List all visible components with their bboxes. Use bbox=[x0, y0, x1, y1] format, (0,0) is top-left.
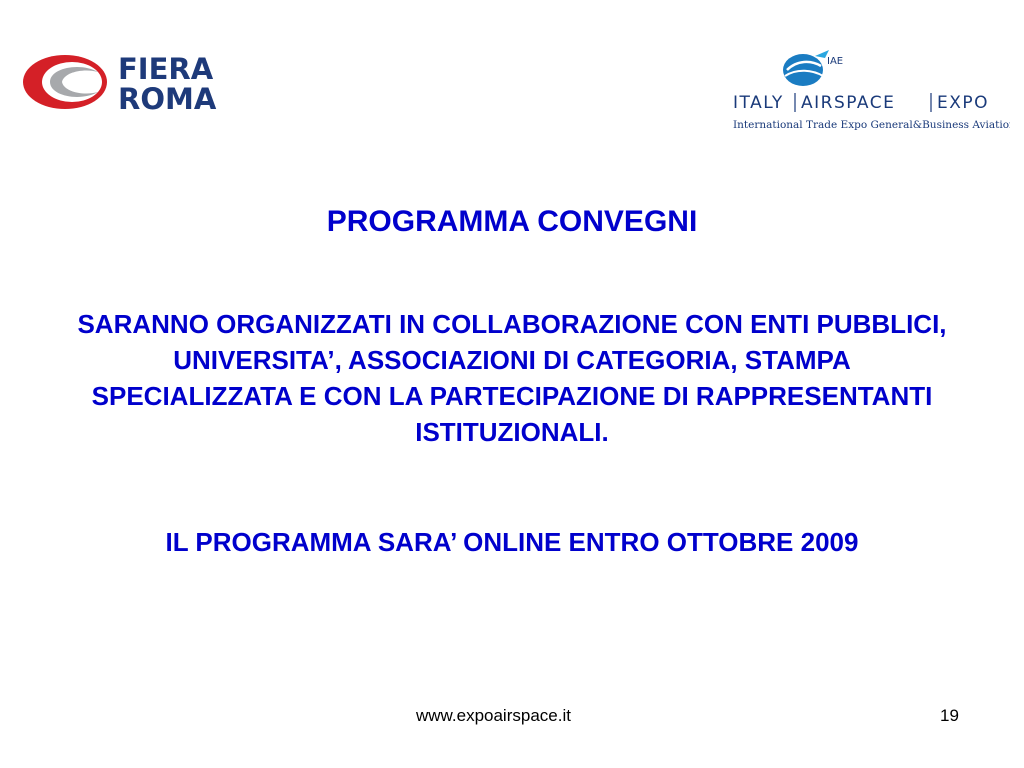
slide-body-text: SARANNO ORGANIZZATI IN COLLABORAZIONE CON ENTI PUBBLICI, UNIVERSITA’, ASSOCIAZIONI DI CATEGORIA, STAMPA SPECIALIZZATA E CON LA PARTECIPAZIONE DI RAPPRESENTANTI ISTITUZIONALI. bbox=[77, 309, 947, 447]
iae-badge-text: IAE bbox=[827, 56, 844, 67]
slide-title: PROGRAMMA CONVEGNI bbox=[326, 205, 698, 238]
iae-globe-icon bbox=[725, 48, 1010, 132]
italy-airspace-expo-logo bbox=[725, 48, 1010, 132]
fiera-roma-swirl-icon bbox=[20, 50, 260, 114]
logo-roma-text: ROMA bbox=[118, 82, 217, 114]
slide-deadline-text: IL PROGRAMMA SARA’ ONLINE ENTRO OTTOBRE 2009 bbox=[165, 527, 859, 557]
logo-italy-text: ITALY bbox=[733, 93, 784, 113]
logo-fiera-text: FIERA bbox=[118, 52, 214, 86]
fiera-roma-logo bbox=[20, 50, 260, 114]
logo-expo-text: EXPO bbox=[937, 93, 990, 113]
footer-url: www.expoairspace.it bbox=[416, 706, 571, 725]
logo-airspace-text: AIRSPACE bbox=[801, 93, 896, 113]
page-number: 19 bbox=[940, 706, 959, 725]
logo-tagline-text: International Trade Expo General&Business Aviation bbox=[733, 119, 1010, 131]
